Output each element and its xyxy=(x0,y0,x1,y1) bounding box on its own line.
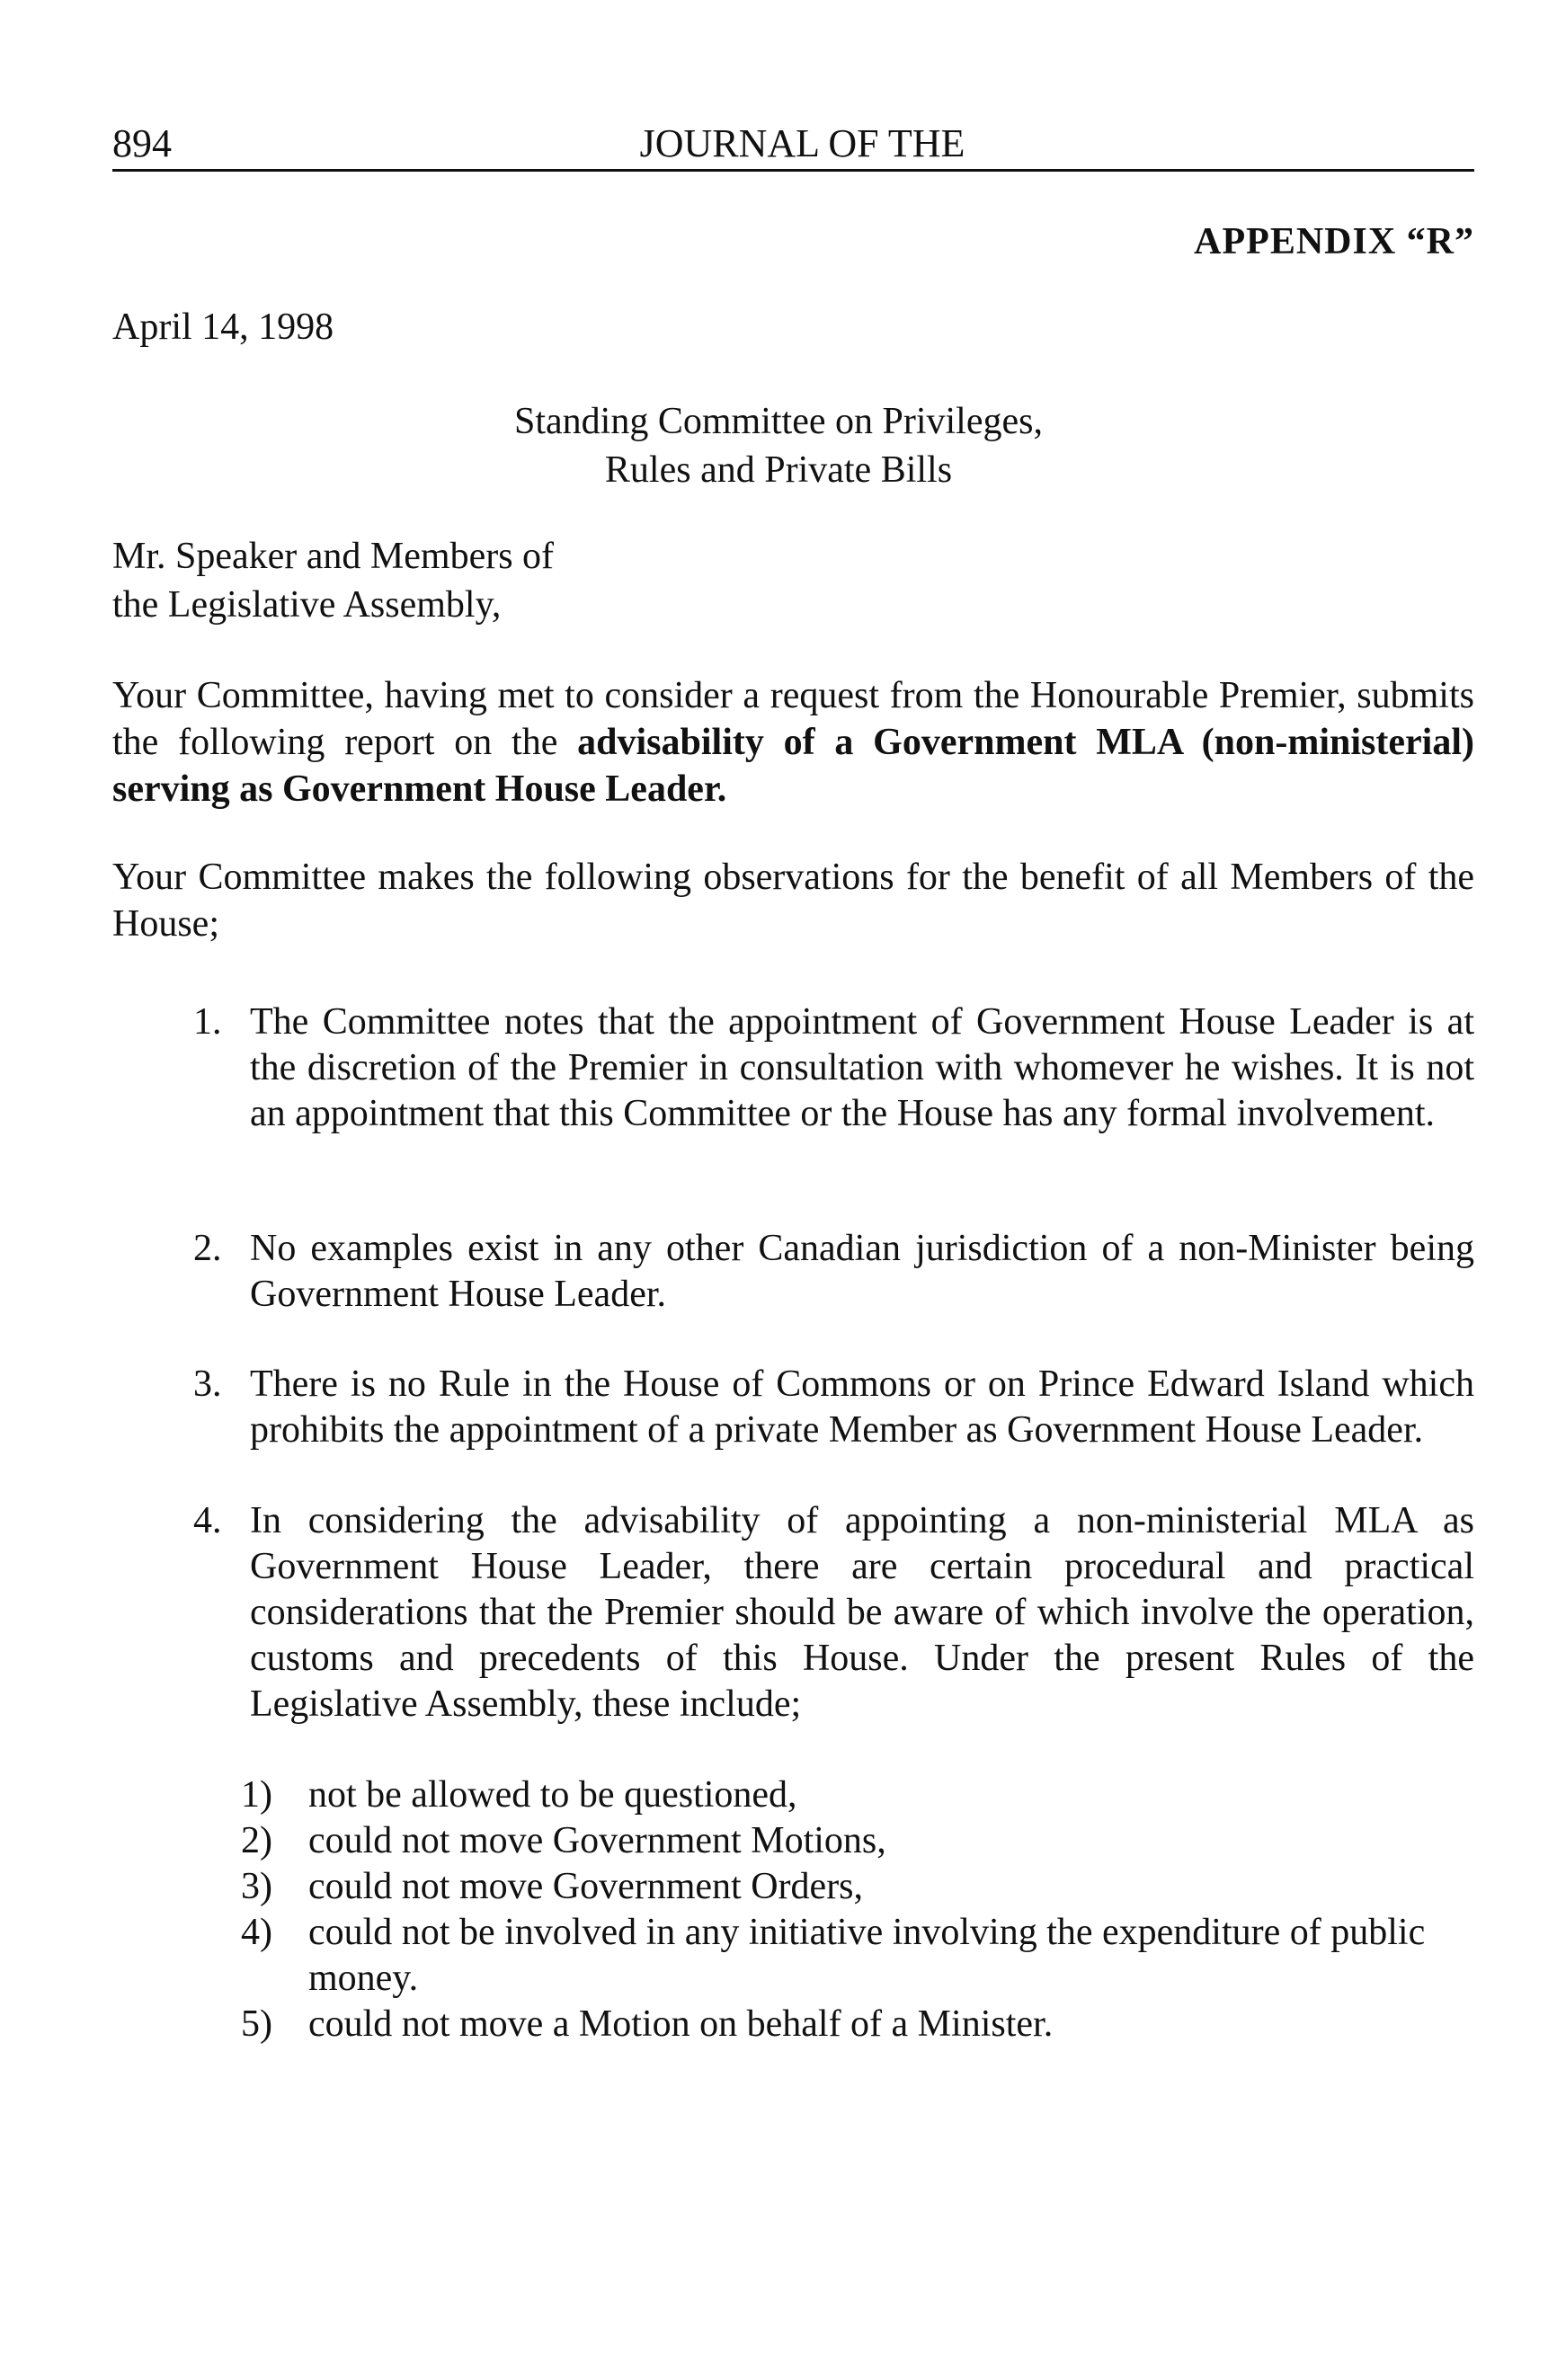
consideration-text: not be allowed to be questioned, xyxy=(308,1774,797,1816)
intro-paragraph xyxy=(112,672,1474,813)
observation-number: 3. xyxy=(193,1363,222,1405)
observation-text: No examples exist in any other Canadian jurisdiction of a non-Minister being Government House Leader. xyxy=(250,1228,1474,1315)
salutation xyxy=(112,532,554,629)
committee-name xyxy=(0,397,1557,494)
consideration-text: could not move a Motion on behalf of a Minister. xyxy=(308,2003,1054,2045)
committee-name-line-2: Rules and Private Bills xyxy=(604,449,953,491)
consideration-text: could not be involved in any initiative involving the expenditure of public money. xyxy=(308,1912,1426,1999)
intro-text: Your Committee, having met to consider a request from the Honourable Premier, submits the following report on the xyxy=(112,675,1474,763)
consideration-number: 2) xyxy=(241,1820,272,1861)
consideration-item xyxy=(241,2002,1474,2047)
consideration-text: could not move Government Orders, xyxy=(308,1866,864,1907)
observation-text: In considering the advisability of appointing a non-ministerial MLA as Government House Leader, there are certain procedural and practical considerations that the Premier should be aware of which involve the operation, customs and precedents of this House. Under the present Rules of the Legislative Assembly, these include; xyxy=(250,1500,1474,1725)
observation-item xyxy=(193,1362,1474,1453)
observation-text: The Committee notes that the appointment of Government House Leader is at the discretion of the Premier in consultation with whomever he wishes. It is not an appointment that this Committee or the House has any formal involvement. xyxy=(250,1001,1474,1134)
page-header xyxy=(112,115,1474,172)
consideration-item xyxy=(241,1818,1474,1864)
observation-text: There is no Rule in the House of Commons or on Prince Edward Island which prohibits the appointment of a private Member as Government House Leader. xyxy=(250,1363,1474,1451)
consideration-number: 3) xyxy=(241,1866,272,1907)
observation-item xyxy=(193,1226,1474,1318)
observation-number: 4. xyxy=(193,1500,222,1541)
observation-number: 1. xyxy=(193,1001,222,1043)
observation-item xyxy=(193,999,1474,1137)
consideration-number: 1) xyxy=(241,1774,272,1816)
page-number: 894 xyxy=(112,121,172,165)
salutation-line-2: the Legislative Assembly, xyxy=(112,584,502,626)
consideration-number: 5) xyxy=(241,2003,272,2045)
observations-intro: Your Committee makes the following observations for the benefit of all Members of the House; xyxy=(112,857,1474,945)
consideration-item xyxy=(241,1864,1474,1910)
committee-name-line-1: Standing Committee on Privileges, xyxy=(514,401,1043,442)
consideration-number: 4) xyxy=(241,1912,272,1953)
salutation-line-1: Mr. Speaker and Members of xyxy=(112,536,555,577)
appendix-label: APPENDIX “R” xyxy=(1194,221,1474,262)
report-date: April 14, 1998 xyxy=(112,306,334,348)
considerations-list xyxy=(241,1772,1474,2047)
observation-number: 2. xyxy=(193,1228,222,1269)
consideration-item xyxy=(241,1910,1474,2002)
consideration-item xyxy=(241,1772,1474,1818)
intro-bold-subject: advisability of a Government MLA (non-ministerial) serving as Government House Leader. xyxy=(112,722,1474,810)
consideration-text: could not move Government Motions, xyxy=(308,1820,886,1861)
journal-title: JOURNAL OF THE xyxy=(639,121,965,165)
observation-item xyxy=(193,1498,1474,1727)
